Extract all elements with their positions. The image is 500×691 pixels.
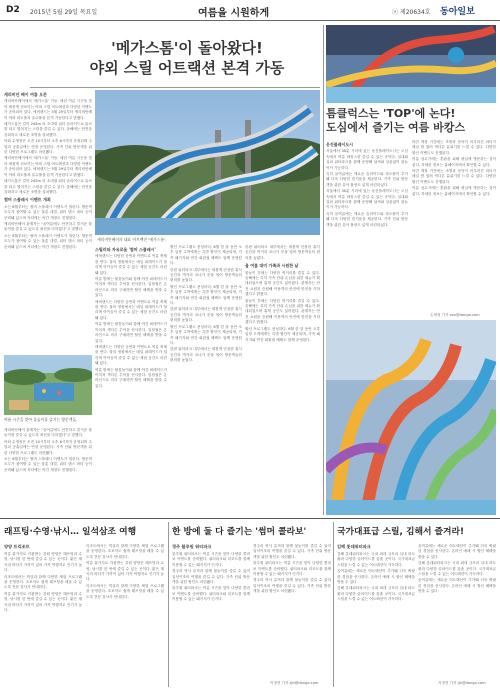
paragraph: 리조트에서는 객실과 함께 다양한 체험 프로그램을 운영한다. 초보자도 쉽게 래프팅을 배울 수 있도록 전문 강사가 안내한다. <box>86 583 164 599</box>
paragraph: 야간 개장 기간에는 조명과 음악이 어우러진 파티가 매일 밤 열려 색다른 분위기를 느낄 수 있다. 다양한 할인 이벤트도 진행된다. <box>412 140 496 155</box>
paragraph: 여름 성수기에는 혼잡을 피해 평일에 방문하는 것이 좋다. 자세한 정보는 홈페이지에서 확인할 수 있다. <box>412 157 496 167</box>
bottom-article-3-title: 국가대표급 스릴, 김해서 즐겨라! <box>337 527 465 537</box>
page-number: D2 <box>6 5 20 15</box>
paragraph: 블루원 워터파크는 여름 시즌을 맞아 다양한 콜라보 이벤트를 준비했다. 워터파크와 리조트를 함께 이용할 수 있는 패키지가 인기다. <box>253 561 331 577</box>
paragraph: 메가스톰은 길이 245m 의 초대형 워터 슬라이드로 튜브를 타고 떨어지는 스릴을 즐길 수 있다. 올해에는 안전을 강화하고 새로운 조명을 설치했다. <box>4 122 92 137</box>
paragraph: 여름 밤에는 불꽃놀이와 함께 야간 퍼레이드가 이어져 색다른 추억을 선사한다. 입장권은 온라인으로 미리 구매하면 할인 혜택을 받을 수 있다. <box>95 277 167 298</box>
bottom-article-2-col-b <box>253 544 331 679</box>
paragraph: 여름 성수기에는 혼잡을 피해 평일에 방문하는 것이 좋다. 자세한 정보는 홈페이지에서 확인할 수 있다. <box>412 186 496 196</box>
paragraph: 오는 6월부터는 썸머 스플래시 이벤트가 열린다. 방문객 모두가 참여할 수 있는 물총 대결, 워터 댄스 파티 등이 준비돼 있으며 저녁에는 야간 개장도 진행된다. <box>4 233 92 249</box>
bottom-article-1-col-a <box>4 552 82 687</box>
paragraph: 물놀이 후에는 다양한 먹거리를 즐길 수 있다. 올해에는 특히 가족 단위 손님을 위한 메뉴가 확대되었으며 휴게 공간도 넓어졌다. 관계자는 안전 요원을 증원해 이용객의 안전에 만전을 기하겠다고 밝혔다. <box>245 270 320 297</box>
paragraph: 야간 개장 기간에는 조명과 음악이 어우러진 파티가 매일 밤 열려 색다른 분위기를 느낄 수 있다. 다양한 할인 이벤트도 진행된다. <box>412 169 496 184</box>
paragraph: 특히 올여름에는 새로운 슬라이드와 파도풀이 추가돼 더욱 다양한 즐거움을 제공한다. 가족 단위 방문객을 위한 유아 풀장도 넓게 마련되었다. <box>326 211 408 227</box>
paragraph: 올여름에는 새로운 어트랙션이 추가돼 더욱 짜릿한 경험을 선사한다. 온라인 예매 시 할인 혜택을 받을 수 있다. <box>337 569 415 585</box>
bottom-article-2-sub: 경주 블루원 워터파크 <box>172 544 212 549</box>
paragraph: 한편 워터파크 내부에서는 새롭게 단장한 휴식 공간과 먹거리 코너가 문을 열어 방문객들의 편의를 높였다. <box>245 245 320 260</box>
paragraph: 캐리비안베이에서 '메가스톰' 가동. 매년 여름 시즌을 맞아 새롭게 선보이는 야외 스릴 어트랙션과 다양한 이벤트가 준비되어 있다. 에버랜드는 5월 29일부터 캐리비안베이 야외 파도풀과 유수풀을 본격 가동한다고 밝혔다. <box>4 156 92 177</box>
right-column-b <box>412 140 496 310</box>
photo-park <box>4 355 92 415</box>
paragraph: 김해 롯데워터파크는 국내 최대 규모의 실내 파도풀과 다양한 슬라이드를 갖춘 곳이다. 국가대표급 스릴을 느낄 수 있는 어트랙션이 가득하다. <box>337 552 415 567</box>
column-divider <box>168 522 169 687</box>
paragraph: 캐리비안베이 관계자는 "올여름에도 안전하고 즐거운 물놀이를 즐길 수 있도록 최선을 다하겠다"고 말했다. <box>4 221 92 232</box>
bottom-article-1-col-b <box>86 544 164 687</box>
paragraph: 메가스톰은 길이 245m 의 초대형 워터 슬라이드로 튜브를 타고 떨어지는 스릴을 즐길 수 있다. 올해에는 안전을 강화하고 새로운 조명을 설치했다. <box>4 179 92 194</box>
byline: 지정현 기자 jjh@donga.com <box>438 681 486 685</box>
paragraph: 한편 워터파크 내부에서는 새롭게 단장한 휴식 공간과 먹거리 코너가 문을 열어 방문객들의 편의를 높였다. <box>170 347 242 363</box>
paragraph: 여름 밤에는 불꽃놀이와 함께 야간 퍼레이드가 이어져 색다른 추억을 선사한다. 입장권은 온라인으로 미리 구매하면 할인 혜택을 받을 수 있다. <box>95 367 167 388</box>
main-headline <box>57 38 317 78</box>
section-title: 여름을 시원하게 <box>198 8 270 19</box>
newspaper-logo: 동아일보 <box>440 7 475 17</box>
paragraph: 캐리비안베이에서 '메가스톰' 가동. 매년 여름 시즌을 맞아 새롭게 선보이는 야외 스릴 어트랙션과 다양한 이벤트가 준비되어 있다. 에버랜드는 5월 29일부터 캐리비안베이 야외 파도풀과 유수풀을 본격 가동한다고 밝혔다. <box>4 99 92 120</box>
paragraph: 서울에서 30분 거리에 있는 웅진플레이도시는 도심 속에서 여름 바캉스를 즐길 수 있는 곳이다. 실내와 실외 워터파크를 함께 운영해 날씨와 상관없이 물놀이가 가능하다. <box>326 149 408 170</box>
paragraph: 경주의 역사 유적과 함께 물놀이를 즐길 수 있어 일석이조의 여행을 즐길 수 있다. 가족 단위 방문객을 위한 할인도 마련됐다. <box>253 578 331 594</box>
subheading: 올 여름 대미 가족과 시원한 날 <box>245 263 299 269</box>
subheading: 웅진플레이도시 <box>326 142 354 147</box>
paragraph: 블루원 워터파크는 여름 시즌을 맞아 다양한 콜라보 이벤트를 준비했다. 워터파크와 리조트를 함께 이용할 수 있는 패키지가 인기다. <box>172 586 250 602</box>
divider <box>30 87 320 88</box>
bottom-article-2-title: 한 방에 둘 다 즐기는 '썸머 콜라보' <box>172 527 307 537</box>
article-column-2 <box>95 245 167 515</box>
paragraph: 김해 롯데워터파크는 국내 최대 규모의 실내 파도풀과 다양한 슬라이드를 갖춘 곳이다. 국가대표급 스릴을 느낄 수 있는 어트랙션이 가득하다. <box>418 561 496 577</box>
park-image <box>4 355 92 415</box>
photo-indoor-park <box>326 25 496 103</box>
paragraph: 올여름에는 새로운 어트랙션이 추가돼 더욱 짜릿한 경험을 선사한다. 온라인 예매 시 할인 혜택을 받을 수 있다. <box>418 544 496 559</box>
paragraph: 서울에서 30분 거리에 있는 웅진플레이도시는 도심 속에서 여름 바캉스를 즐길 수 있는 곳이다. 실내와 실외 워터파크를 함께 운영해 날씨와 상관없이 물놀이가 가능하다. <box>326 189 408 210</box>
byline: 이정현 기자 sjh@donga.com <box>270 681 319 685</box>
paragraph: 블루원 워터파크는 여름 시즌을 맞아 다양한 콜라보 이벤트를 준비했다. 워터파크와 리조트를 함께 이용할 수 있는 패키지가 인기다. <box>172 552 250 567</box>
column-divider <box>323 25 324 515</box>
bottom-article-1-sub: 양양 트리조트 <box>4 544 30 549</box>
right-headline-line-1: 틈클럭스는 'TOP'에 논다! <box>326 107 456 120</box>
paragraph: 물놀이 후에는 다양한 먹거리를 즐길 수 있다. 올해에는 특히 가족 단위 손님을 위한 메뉴가 확대되었으며 휴게 공간도 넓어졌다. 관계자는 안전 요원을 증원해 이용객의 안전에 만전을 기하겠다고 밝혔다. <box>245 298 320 325</box>
issue-number: ⓐ 제20634호 <box>392 9 431 16</box>
paragraph: 여름 밤에는 불꽃놀이와 함께 야간 퍼레이드가 이어져 색다른 추억을 선사한다. 입장권은 온라인으로 미리 구매하면 할인 혜택을 받을 수 있다. <box>95 322 167 343</box>
paragraph: 할인 프로그램도 풍성하다. 6월 한 달 동안 오후 입장 고객에게는 특별 할인이 제공되며, 가족 패키지와 연간 회원권 혜택도 함께 운영된다. <box>170 245 242 266</box>
paragraph: 김해 롯데워터파크는 국내 최대 규모의 실내 파도풀과 다양한 슬라이드를 갖춘 곳이다. 국가대표급 스릴을 느낄 수 있는 어트랙션이 가득하다. <box>337 586 415 602</box>
column-divider <box>333 522 334 687</box>
paragraph: 여름 휴가지로 각광받는 강원 양양은 래프팅과 수영, 낚시를 한 번에 즐길 수 있는 곳이다. 맑은 계곡과 바다가 가까이 있어 가족 여행지로 인기가 높다. <box>4 552 82 573</box>
right-headline-line-2: 도심에서 즐기는 여름 바캉스 <box>326 121 465 134</box>
paragraph: 할인 프로그램도 풍성하다. 6월 한 달 동안 오후 입장 고객에게는 특별 할인이 제공되며, 가족 패키지와 연간 회원권 혜택도 함께 운영된다. <box>245 326 320 342</box>
paragraph: 야외 수영장은 오전 10시부터 오후 6시까지 운영되며 주말과 공휴일에는 연장 운영된다. 가족 단위 방문객을 위한 다양한 프로그램도 마련됐다. <box>4 139 92 155</box>
indoor-waterpark-image <box>326 25 496 103</box>
paragraph: 여름 휴가지로 각광받는 강원 양양은 래프팅과 수영, 낚시를 한 번에 즐길 수 있는 곳이다. 맑은 계곡과 바다가 가까이 있어 가족 여행지로 인기가 높다. <box>86 561 164 582</box>
article-column-1b <box>4 428 92 516</box>
paragraph: 한편 워터파크 내부에서는 새롭게 단장한 휴식 공간과 먹거리 코너가 문을 열어 방문객들의 편의를 높였다. <box>170 307 242 323</box>
photo-caption: 캐리비안베이의 대표 어트랙션 '메가스톰'. <box>97 237 167 242</box>
paragraph: 오는 6월부터는 썸머 스플래시 이벤트가 열린다. 방문객 모두가 참여할 수 있는 물총 대결, 워터 댄스 파티 등이 준비돼 있으며 저녁에는 야간 개장도 진행된다. <box>4 204 92 220</box>
paragraph: 경주의 역사 유적과 함께 물놀이를 즐길 수 있어 일석이조의 여행을 즐길 수 있다. 가족 단위 방문객을 위한 할인도 마련됐다. <box>172 569 250 585</box>
paragraph: 할인 프로그램도 풍성하다. 6월 한 달 동안 오후 입장 고객에게는 특별 할인이 제공되며, 가족 패키지와 연간 회원권 혜택도 함께 운영된다. <box>170 324 242 345</box>
paragraph: 리조트에서는 객실과 함께 다양한 체험 프로그램을 운영한다. 초보자도 쉽게 래프팅을 배울 수 있도록 전문 강사가 안내한다. <box>4 574 82 590</box>
paragraph: 할인 프로그램도 풍성하다. 6월 한 달 동안 오후 입장 고객에게는 특별 할인이 제공되며, 가족 패키지와 연간 회원권 혜택도 함께 운영된다. <box>170 284 242 306</box>
article-column-3 <box>170 245 242 515</box>
byline: 손세정 기자 son@donga.com <box>430 313 480 317</box>
paragraph: 올여름에는 새로운 어트랙션이 추가돼 더욱 짜릿한 경험을 선사한다. 온라인 예매 시 할인 혜택을 받을 수 있다. <box>418 578 496 594</box>
paragraph: 에버랜드는 다양한 공연과 이벤트로 여름 축제를 연다. 물의 정원에서는 매일 퍼레이드가 열리며 아이들이 즐길 수 있는 체험 공간도 마련돼 있다. <box>95 299 167 320</box>
bottom-article-3-col-a <box>337 552 415 687</box>
issue-date: 2015년 5월 29일 목요일 <box>30 9 98 16</box>
paragraph: 야외 수영장은 오전 10시부터 오후 6시까지 운영되며 주말과 공휴일에는 연장 운영된다. 가족 단위 방문객을 위한 다양한 프로그램도 마련됐다. <box>4 439 92 455</box>
headline-line-2: 야외 스릴 어트랙션 본격 가동 <box>89 59 285 77</box>
paragraph: 리조트에서는 객실과 함께 다양한 체험 프로그램을 운영한다. 초보자도 쉽게 래프팅을 배울 수 있도록 전문 강사가 안내한다. <box>86 544 164 559</box>
bottom-article-2-col-a <box>172 552 250 687</box>
right-headline <box>326 107 496 135</box>
subheading: 썸머 스플래시 이벤트 개최 <box>4 197 51 203</box>
bottom-article-1-title: 래프팅·수영·낚시… 일석삼조 여행 <box>4 527 137 537</box>
paragraph: 캐리비안베이 관계자는 "올여름에도 안전하고 즐거운 물놀이를 즐길 수 있도록 최선을 다하겠다"고 말했다. <box>4 428 92 438</box>
photo-colorful-slides <box>326 320 496 515</box>
paragraph: 오는 6월부터는 썸머 스플래시 이벤트가 열린다. 방문객 모두가 참여할 수 있는 물총 대결, 워터 댄스 파티 등이 준비돼 있으며 저녁에는 야간 개장도 진행된다. <box>4 457 92 472</box>
page-header <box>0 0 500 21</box>
right-column-a <box>326 140 408 310</box>
lead-subtitle: 캐리비안 베이 여름 오픈 <box>4 92 47 97</box>
colorful-slides-image <box>326 320 496 515</box>
paragraph: 여름 휴가지로 각광받는 강원 양양은 래프팅과 수영, 낚시를 한 번에 즐길 수 있는 곳이다. 맑은 계곡과 바다가 가까이 있어 가족 여행지로 인기가 높다. <box>4 591 82 613</box>
paragraph: 한편 워터파크 내부에서는 새롭게 단장한 휴식 공간과 먹거리 코너가 문을 열어 방문객들의 편의를 높였다. <box>170 267 242 283</box>
headline-line-1: '메가스톰'이 돌아왔다! <box>111 39 263 57</box>
subheading: 스릴러와 자유로움 '썸머 스플래시' <box>95 247 156 252</box>
paragraph: 에버랜드는 다양한 공연과 이벤트로 여름 축제를 연다. 물의 정원에서는 매일 퍼레이드가 열리며 아이들이 즐길 수 있는 체험 공간도 마련돼 있다. <box>95 254 167 275</box>
bottom-article-3-col-b <box>418 544 496 679</box>
photo-mega-storm <box>95 90 320 235</box>
water-slide-image <box>95 90 320 235</box>
paragraph: 경주의 역사 유적과 함께 물놀이를 즐길 수 있어 일석이조의 여행을 즐길 수 있다. 가족 단위 방문객을 위한 할인도 마련됐다. <box>253 544 331 559</box>
paragraph: 에버랜드는 다양한 공연과 이벤트로 여름 축제를 연다. 물의 정원에서는 매일 퍼레이드가 열리며 아이들이 즐길 수 있는 체험 공간도 마련돼 있다. <box>95 344 167 366</box>
article-column-1 <box>4 90 92 352</box>
article-column-4 <box>245 245 320 515</box>
bottom-section-rule <box>0 518 500 519</box>
photo-caption: 여름 시즌을 맞아 물놀이를 즐기는 방문객들. <box>4 417 78 422</box>
bottom-article-3-sub: 김해 롯데워터파크 <box>337 544 371 549</box>
paragraph: 특히 올여름에는 새로운 슬라이드와 파도풀이 추가돼 더욱 다양한 즐거움을 제공한다. 가족 단위 방문객을 위한 유아 풀장도 넓게 마련되었다. <box>326 172 408 187</box>
